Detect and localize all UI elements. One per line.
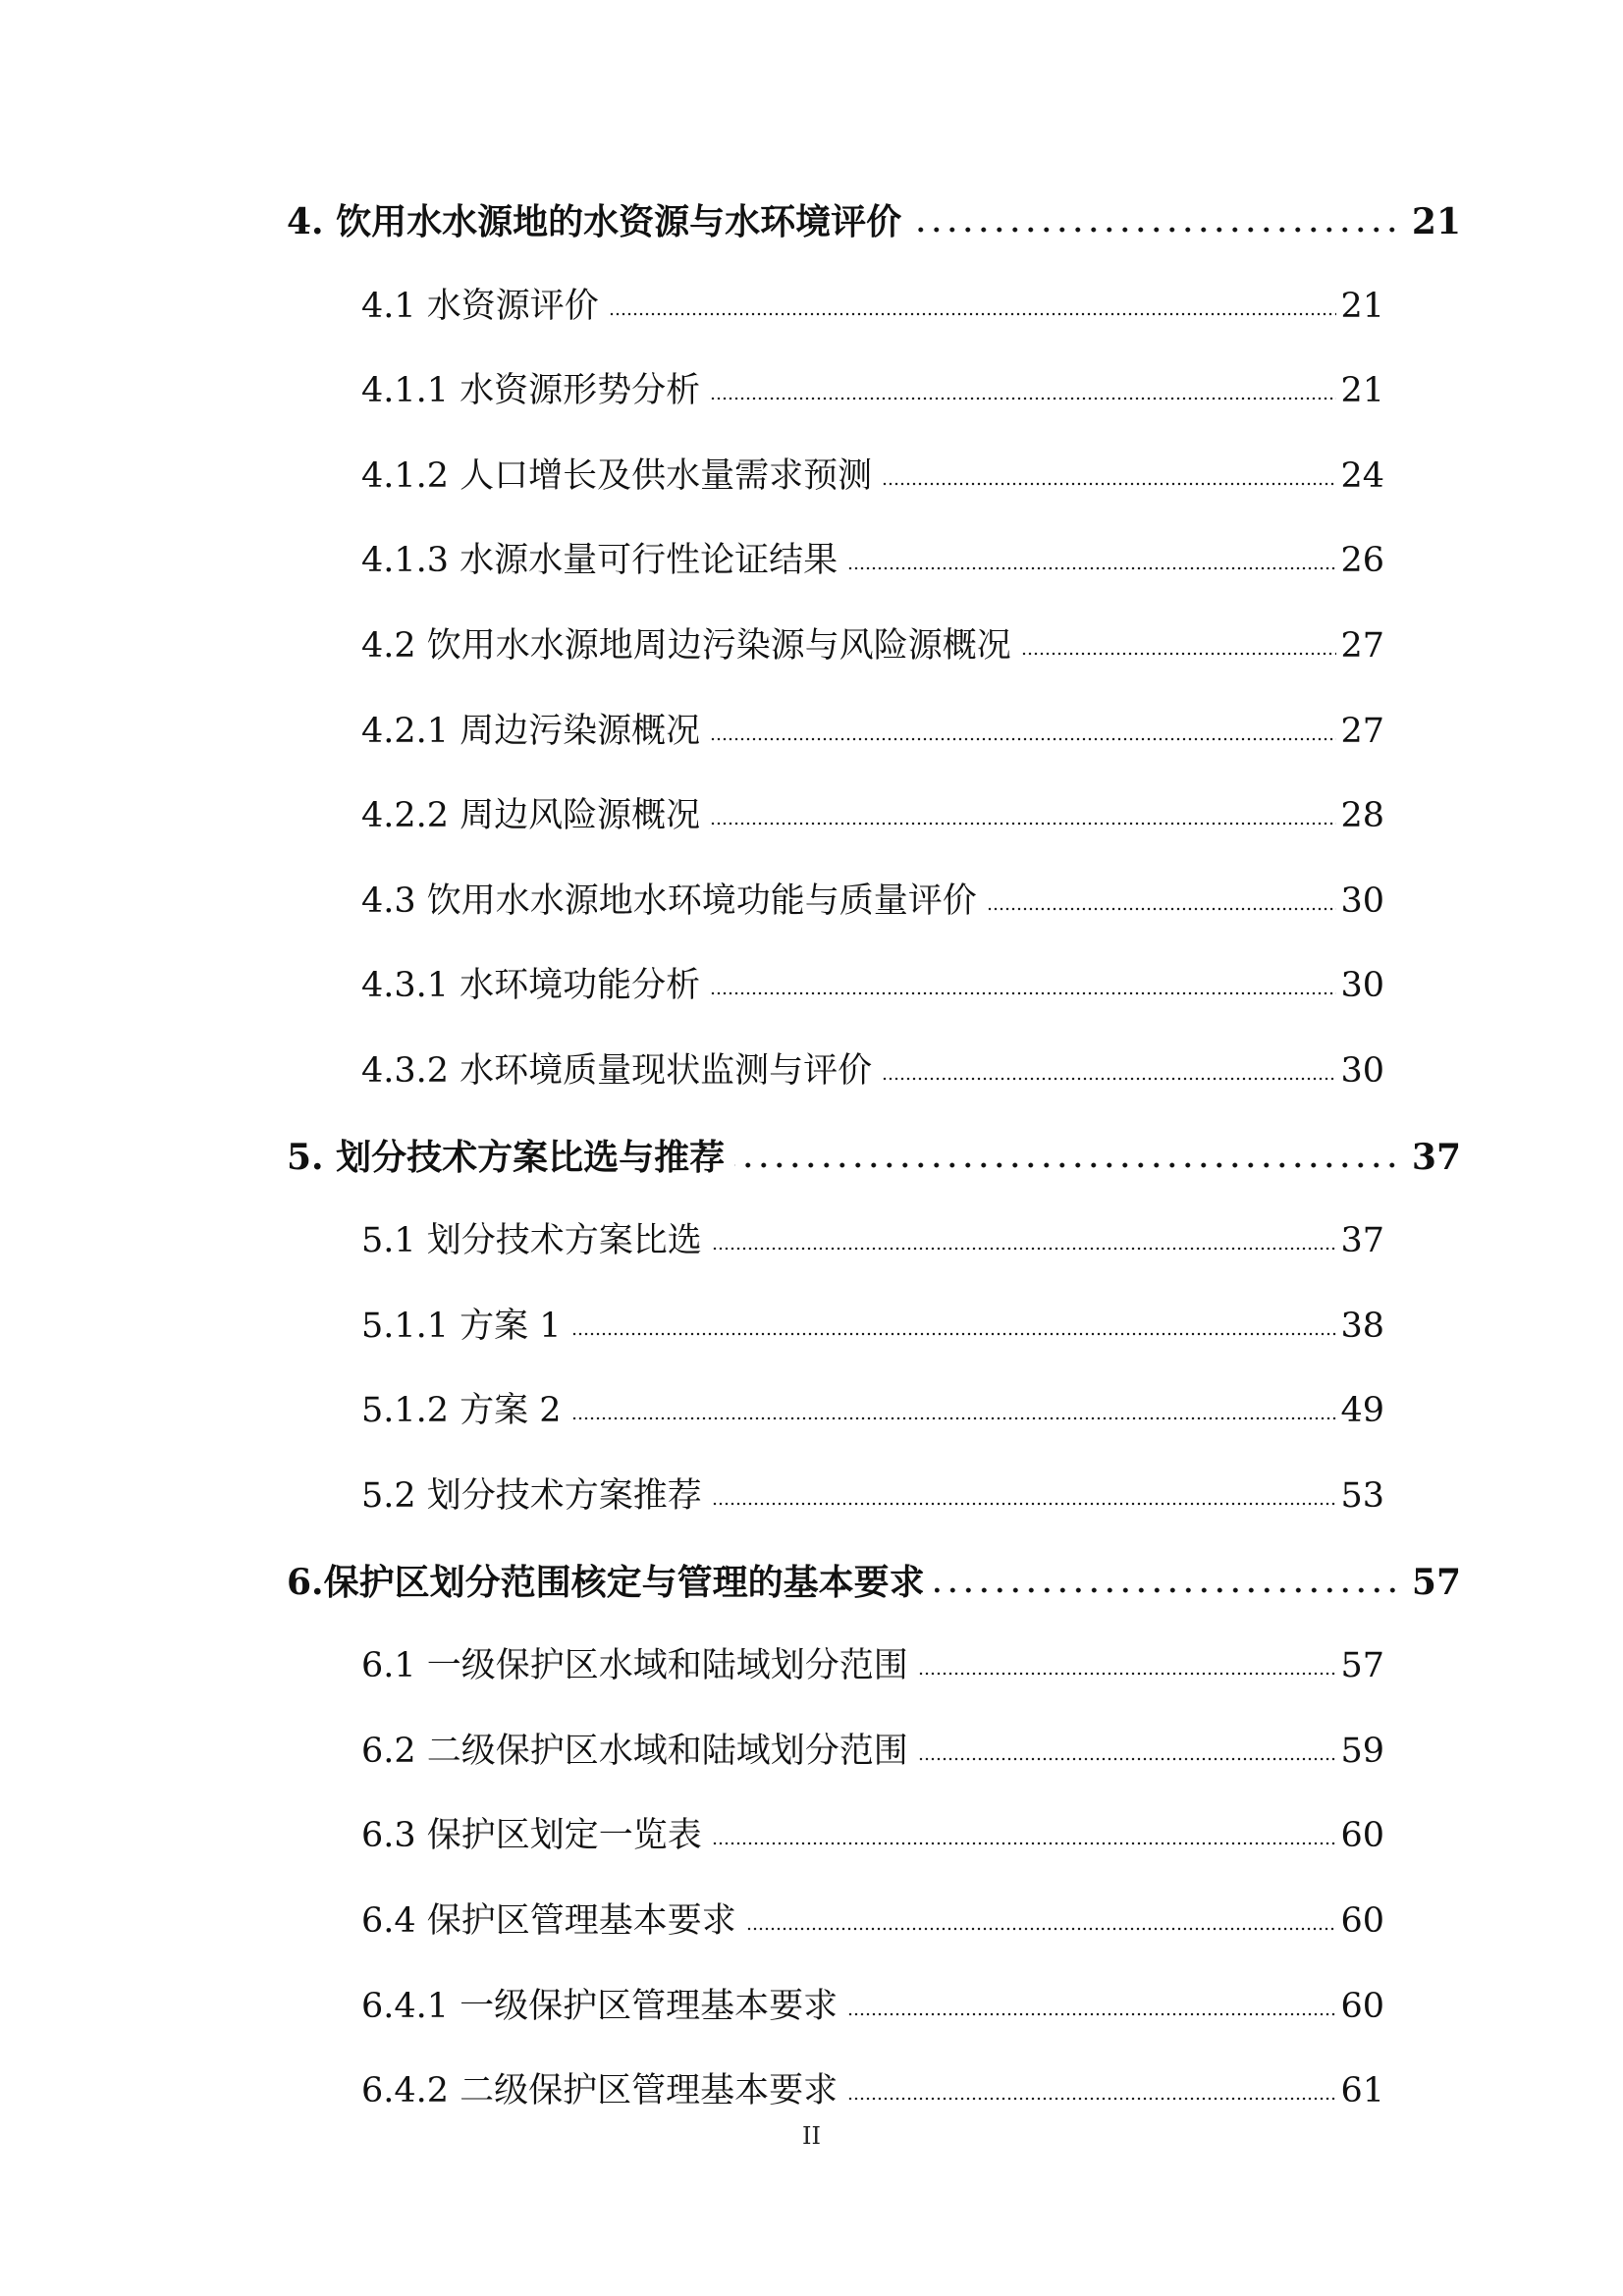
toc-entry-page-number: 30 <box>1340 966 1384 1006</box>
toc-dot-leader <box>918 1672 1337 1676</box>
toc-entry-page-number: 27 <box>1340 711 1384 751</box>
toc-entry-page-number: 26 <box>1340 541 1384 581</box>
toc-entry-title: 5.2 划分技术方案推荐 <box>361 1476 702 1516</box>
toc-dot-leader <box>710 822 1336 826</box>
toc-entry-page-number: 30 <box>1340 1051 1384 1091</box>
toc-dot-leader <box>734 1162 1400 1168</box>
toc-dot-leader <box>847 566 1336 570</box>
toc-entry-page-number: 60 <box>1340 1816 1384 1856</box>
toc-section-entry[interactable] <box>361 1221 1384 1261</box>
toc-section-entry[interactable] <box>361 2071 1384 2111</box>
toc-section-entry[interactable] <box>361 1306 1384 1346</box>
toc-entry-title: 6.4 保护区管理基本要求 <box>361 1901 736 1941</box>
toc-entry-page-number: 57 <box>1340 1646 1384 1686</box>
toc-entry-page-number: 60 <box>1340 1901 1384 1941</box>
toc-entry-title: 4.1.2 人口增长及供水量需求预测 <box>361 455 873 496</box>
toc-dot-leader <box>987 907 1337 911</box>
toc-chapter-entry[interactable] <box>287 1136 1461 1178</box>
toc-section-entry[interactable] <box>361 1476 1384 1516</box>
toc-entry-page-number: 61 <box>1340 2071 1384 2111</box>
toc-entry-page-number: 49 <box>1340 1391 1384 1431</box>
toc-section-entry[interactable] <box>361 796 1384 836</box>
toc-entry-title: 4.1 水资源评价 <box>361 286 599 326</box>
toc-entry-title: 5.1.1 方案 1 <box>361 1306 562 1346</box>
toc-dot-leader <box>1021 652 1337 656</box>
toc-entry-page-number: 28 <box>1340 796 1384 836</box>
toc-entry-title: 6.3 保护区划定一览表 <box>361 1816 702 1856</box>
toc-entry-title: 4.1.3 水源水量可行性论证结果 <box>361 541 839 581</box>
toc-section-entry[interactable] <box>361 286 1384 326</box>
toc-section-entry[interactable] <box>361 1051 1384 1091</box>
toc-dot-leader <box>882 1077 1336 1081</box>
toc-entry-title: 6.4.2 二级保护区管理基本要求 <box>361 2071 839 2111</box>
toc-section-entry[interactable] <box>361 455 1384 496</box>
toc-dot-leader <box>571 1416 1337 1420</box>
toc-dot-leader <box>710 991 1336 995</box>
toc-chapter-entry[interactable] <box>287 201 1461 242</box>
toc-dot-leader <box>882 482 1336 486</box>
toc-chapter-entry[interactable] <box>287 1561 1461 1603</box>
toc-section-entry[interactable] <box>361 626 1384 666</box>
toc-entry-page-number: 57 <box>1411 1561 1461 1603</box>
toc-entry-page-number: 21 <box>1340 371 1384 411</box>
toc-entry-title: 5. 划分技术方案比选与推荐 <box>287 1136 726 1178</box>
toc-dot-leader <box>712 1247 1337 1251</box>
toc-dot-leader <box>847 2012 1336 2016</box>
toc-entry-title: 4.2.2 周边风险源概况 <box>361 796 701 836</box>
toc-section-entry[interactable] <box>361 881 1384 921</box>
toc-entry-title: 4.3 饮用水水源地水环境功能与质量评价 <box>361 881 977 921</box>
toc-entry-page-number: 38 <box>1340 1306 1384 1346</box>
toc-dot-leader <box>847 2097 1336 2101</box>
toc-dot-leader <box>746 1927 1337 1931</box>
toc-entry-title: 6.1 一级保护区水域和陆域划分范围 <box>361 1646 908 1686</box>
toc-entry-page-number: 24 <box>1340 455 1384 496</box>
toc-entry-title: 4.1.1 水资源形势分析 <box>361 371 701 411</box>
toc-dot-leader <box>609 312 1337 316</box>
toc-entry-title: 6.4.1 一级保护区管理基本要求 <box>361 1986 839 2026</box>
toc-section-entry[interactable] <box>361 711 1384 751</box>
toc-section-entry[interactable] <box>361 1731 1384 1771</box>
toc-entry-page-number: 21 <box>1411 201 1461 242</box>
toc-dot-leader <box>712 1502 1337 1506</box>
toc-entry-page-number: 53 <box>1340 1476 1384 1516</box>
toc-dot-leader <box>710 737 1336 741</box>
toc-entry-title: 5.1 划分技术方案比选 <box>361 1221 702 1261</box>
toc-entry-title: 6.保护区划分范围核定与管理的基本要求 <box>287 1561 925 1603</box>
toc-entry-page-number: 30 <box>1340 881 1384 921</box>
toc-entry-title: 6.2 二级保护区水域和陆域划分范围 <box>361 1731 908 1771</box>
toc-section-entry[interactable] <box>361 1816 1384 1856</box>
toc-entry-title: 4.3.2 水环境质量现状监测与评价 <box>361 1051 873 1091</box>
toc-dot-leader <box>935 1587 1400 1593</box>
toc-dot-leader <box>918 1757 1337 1761</box>
toc-entry-title: 4.3.1 水环境功能分析 <box>361 966 701 1006</box>
toc-section-entry[interactable] <box>361 1646 1384 1686</box>
toc-section-entry[interactable] <box>361 1986 1384 2026</box>
toc-entry-page-number: 21 <box>1340 286 1384 326</box>
page-number: II <box>802 2122 821 2150</box>
toc-entry-title: 5.1.2 方案 2 <box>361 1391 562 1431</box>
toc-section-entry[interactable] <box>361 966 1384 1006</box>
toc-entry-title: 4. 饮用水水源地的水资源与水环境评价 <box>287 201 902 242</box>
toc-dot-leader <box>911 227 1400 233</box>
toc-entry-title: 4.2.1 周边污染源概况 <box>361 711 701 751</box>
toc-section-entry[interactable] <box>361 371 1384 411</box>
toc-dot-leader <box>571 1332 1337 1336</box>
toc-section-entry[interactable] <box>361 541 1384 581</box>
toc-entry-page-number: 60 <box>1340 1986 1384 2026</box>
toc-section-entry[interactable] <box>361 1901 1384 1941</box>
toc-entry-page-number: 27 <box>1340 626 1384 666</box>
toc-dot-leader <box>710 397 1336 400</box>
toc-entry-title: 4.2 饮用水水源地周边污染源与风险源概况 <box>361 626 1011 666</box>
toc-entry-page-number: 37 <box>1411 1136 1461 1178</box>
toc-section-entry[interactable] <box>361 1391 1384 1431</box>
toc-entry-page-number: 37 <box>1340 1221 1384 1261</box>
toc-entry-page-number: 59 <box>1340 1731 1384 1771</box>
toc-dot-leader <box>712 1842 1337 1845</box>
